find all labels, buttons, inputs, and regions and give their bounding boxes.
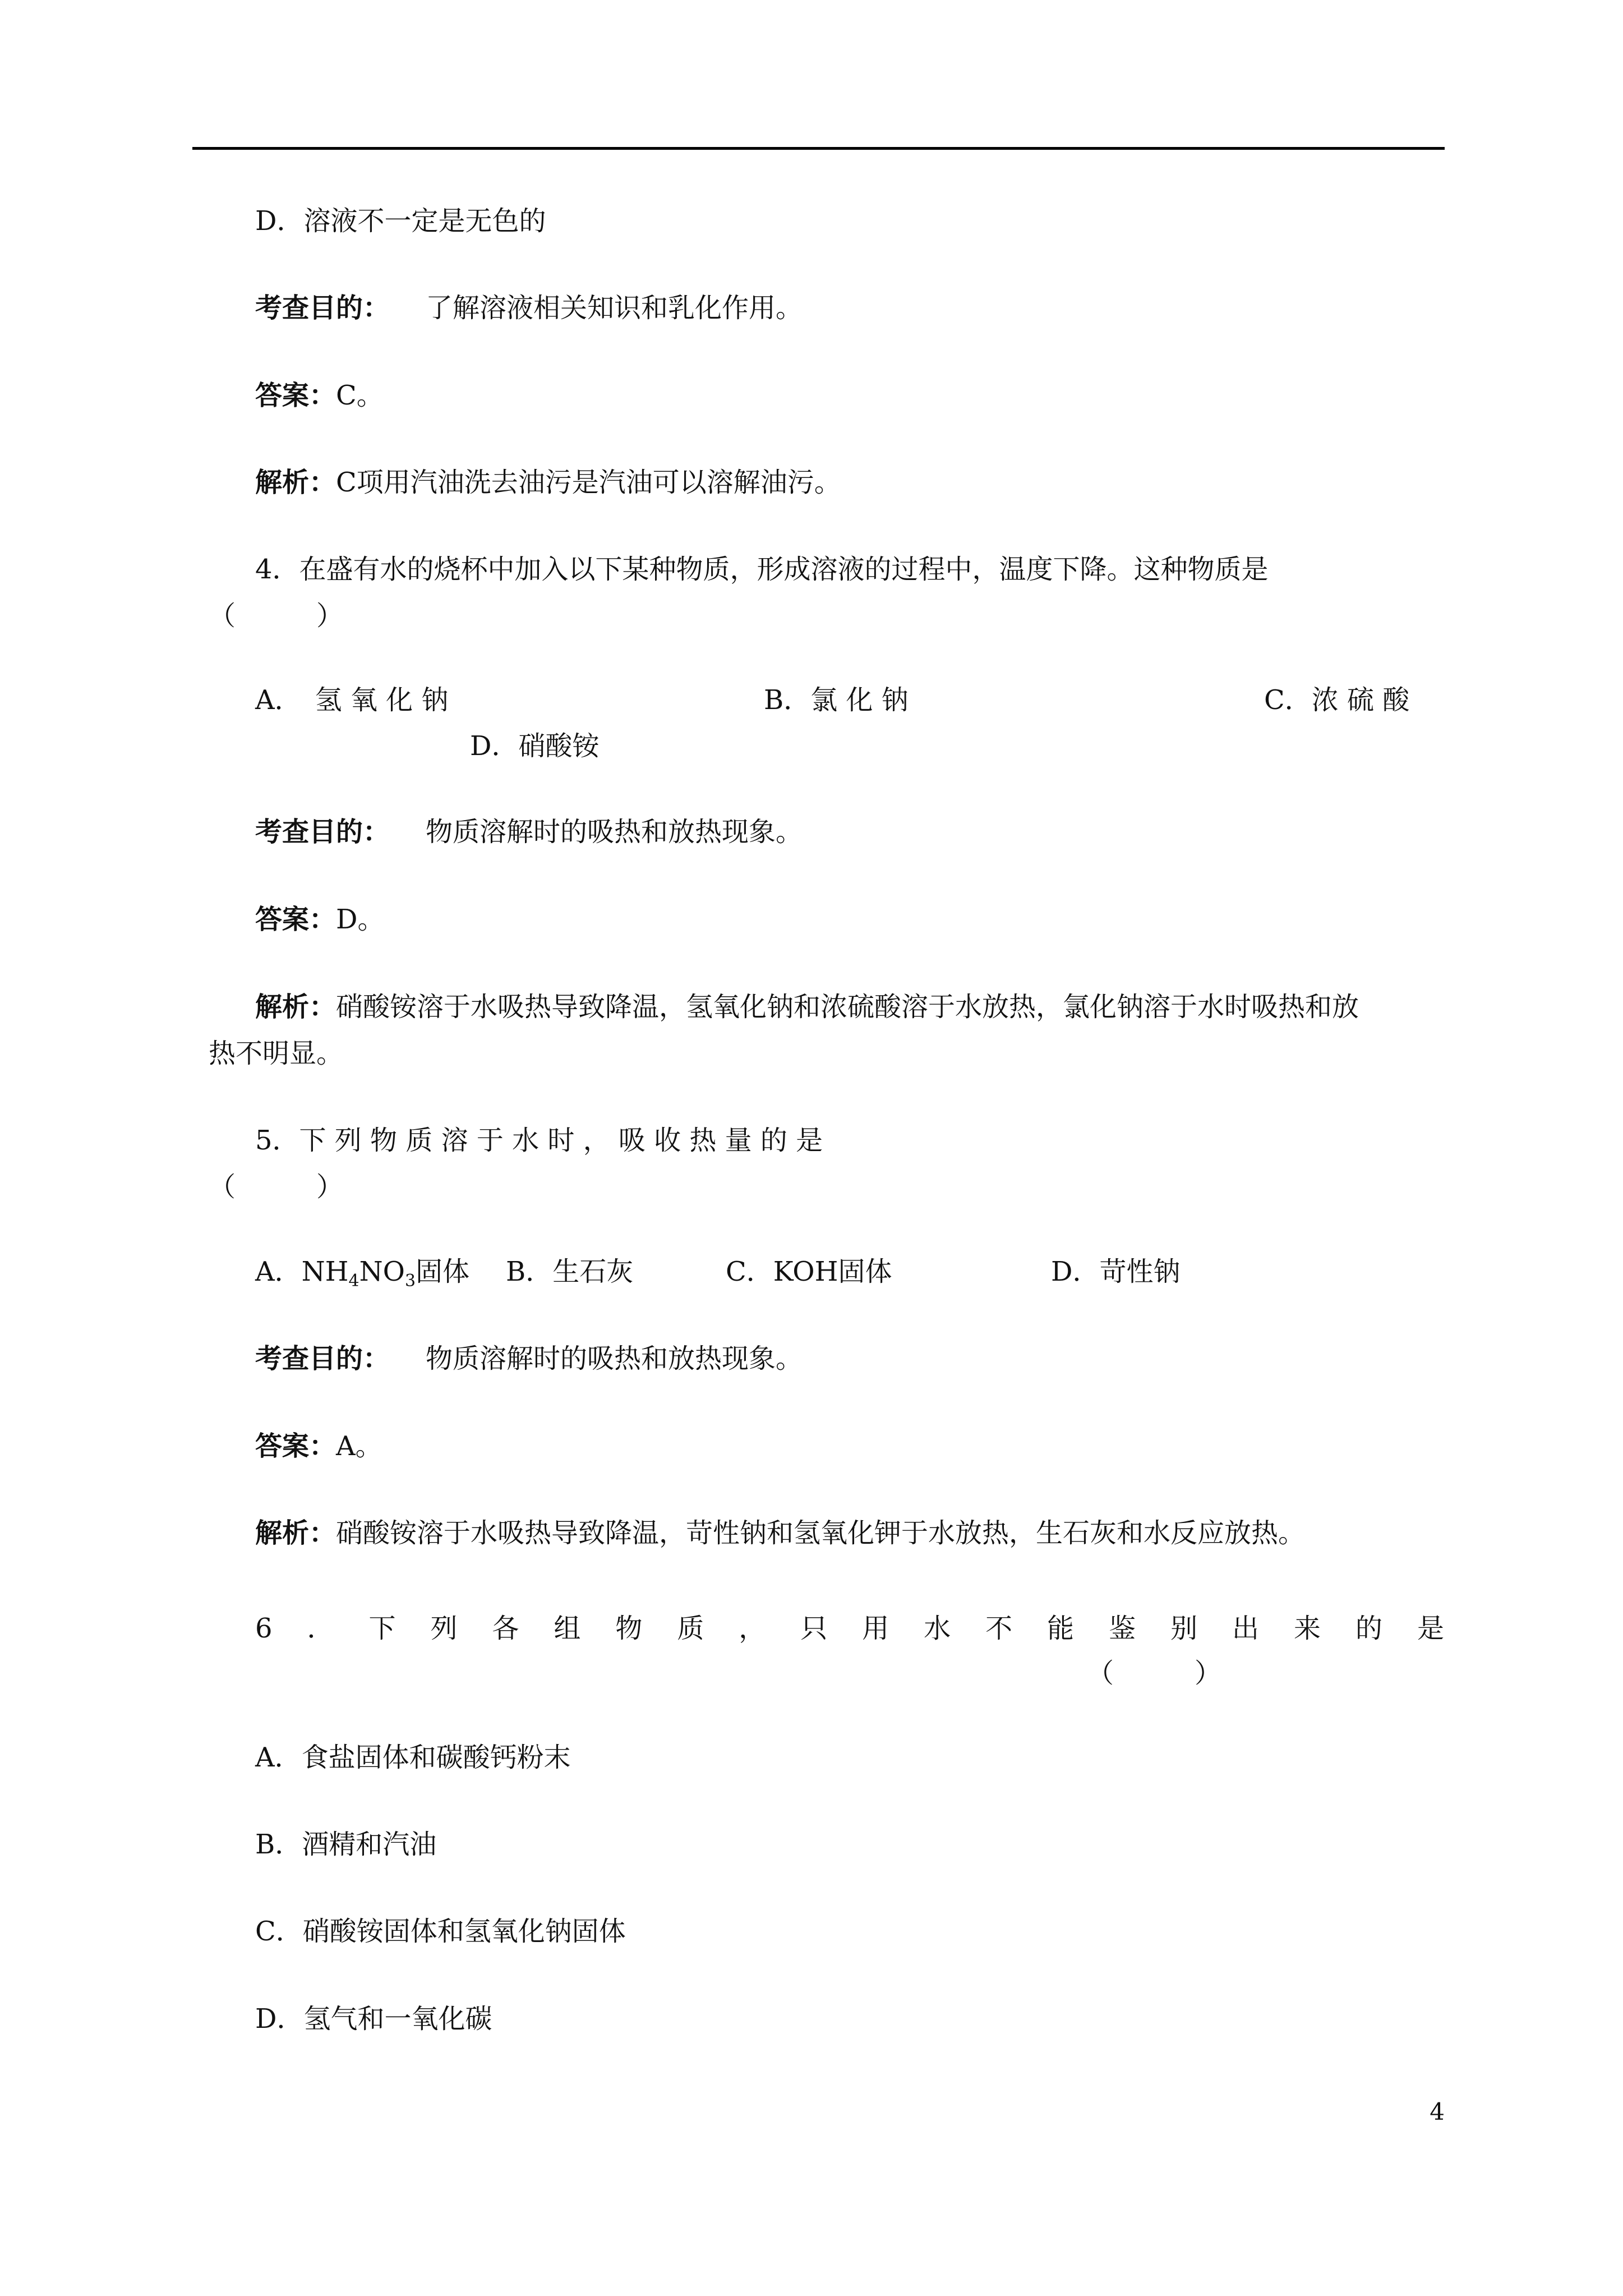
q4-purpose [255, 815, 803, 849]
q3-option-d: D．溶液不一定是无色的 [255, 205, 546, 237]
stem-char: 下 [368, 1613, 396, 1644]
stem-char: ． [307, 1613, 334, 1644]
formula-subscript: 3 [404, 1271, 416, 1291]
q4-option-d: D．硝酸铵 [470, 730, 600, 762]
q5-answer [255, 1429, 382, 1463]
q3-answer [255, 379, 384, 412]
stem-char: 别 [1170, 1613, 1198, 1644]
analysis-label: 解析： [255, 467, 336, 498]
q5-stem-line2: （ ） [209, 1171, 344, 1203]
q4-stem-line2: （ ） [209, 600, 344, 632]
analysis-text: C项用汽油洗去油污是汽油可以溶解油污。 [336, 467, 841, 498]
stem-char: 不 [985, 1613, 1013, 1644]
answer-text: C。 [336, 380, 384, 411]
answer-label: 答案： [255, 1430, 336, 1462]
q6-option-c: C．硝酸铵固体和氢氧化钠固体 [255, 1916, 626, 1947]
q4-option-b: B．氯 化 钠 [764, 684, 909, 716]
stem-char: 的 [1355, 1613, 1382, 1644]
stem-char: 只 [800, 1613, 828, 1644]
stem-char: ， [739, 1613, 766, 1644]
stem-char: 鉴 [1109, 1613, 1136, 1644]
q5-option-b: B．生石灰 [506, 1256, 634, 1287]
purpose-text: 物质溶解时的吸热和放热现象。 [426, 1343, 803, 1374]
formula-part: A．NH [255, 1256, 349, 1287]
answer-label: 答案： [255, 380, 336, 411]
analysis-label: 解析： [255, 991, 336, 1023]
stem-char: 组 [554, 1613, 581, 1644]
stem-char: 水 [924, 1613, 951, 1644]
q4-option-c: C．浓 硫 酸 [1264, 684, 1410, 716]
q6-option-d: D．氢气和一氧化碳 [255, 2003, 492, 2035]
q3-analysis [255, 466, 841, 499]
stem-char: 出 [1232, 1613, 1260, 1644]
q6-stem-line2: （ ） [1087, 1658, 1222, 1689]
q3-purpose [255, 291, 803, 325]
purpose-label: 考查目的： [255, 816, 390, 848]
q6-stem-line1 [255, 1612, 1444, 1645]
purpose-text: 物质溶解时的吸热和放热现象。 [426, 816, 803, 848]
q5-option-c: C．KOH固体 [726, 1256, 892, 1287]
q4-answer [255, 903, 385, 936]
formula-part: 固体 [416, 1256, 470, 1287]
stem-char: 列 [430, 1613, 458, 1644]
q5-purpose [255, 1342, 803, 1375]
q4-option-a: A． 氢 氧 化 钠 [255, 684, 449, 716]
answer-label: 答案： [255, 904, 336, 935]
stem-char: 能 [1047, 1613, 1075, 1644]
stem-char: 质 [677, 1613, 704, 1644]
stem-char: 是 [1417, 1613, 1444, 1644]
stem-char: 各 [492, 1613, 519, 1644]
purpose-label: 考查目的： [255, 292, 390, 324]
purpose-text: 了解溶液相关知识和乳化作用。 [426, 292, 803, 324]
analysis-label: 解析： [255, 1517, 336, 1549]
q6-option-b: B．酒精和汽油 [255, 1829, 437, 1860]
stem-char: 来 [1294, 1613, 1321, 1644]
stem-char: 物 [615, 1613, 643, 1644]
stem-char: 用 [862, 1613, 889, 1644]
answer-text: D。 [336, 904, 385, 935]
stem-char: 6 [255, 1613, 273, 1644]
q5-option-a [255, 1255, 469, 1298]
q5-analysis [255, 1516, 1305, 1550]
header-rule [192, 147, 1445, 150]
analysis-text: 硝酸铵溶于水吸热导致降温，氢氧化钠和浓硫酸溶于水放热，氯化钠溶于水时吸热和放 [336, 991, 1359, 1023]
page-number: 4 [1430, 2098, 1445, 2125]
q5-option-d: D．苛性钠 [1051, 1256, 1181, 1287]
formula-subscript: 4 [348, 1271, 359, 1291]
answer-text: A。 [336, 1430, 382, 1462]
purpose-label: 考查目的： [255, 1343, 390, 1374]
analysis-text: 硝酸铵溶于水吸热导致降温，苛性钠和氢氧化钾于水放热，生石灰和水反应放热。 [336, 1517, 1306, 1549]
formula-part: NO [359, 1256, 405, 1287]
q4-analysis-line1 [255, 990, 1359, 1024]
q6-option-a: A．食盐固体和碳酸钙粉末 [255, 1742, 571, 1773]
q4-analysis-line2: 热不明显。 [209, 1038, 344, 1069]
q4-stem-line1: 4．在盛有水的烧杯中加入以下某种物质，形成溶液的过程中，温度下降。这种物质是 [255, 554, 1269, 585]
q5-stem-line1: 5．下 列 物 质 溶 于 水 时 ， 吸 收 热 量 的 是 [255, 1125, 823, 1156]
